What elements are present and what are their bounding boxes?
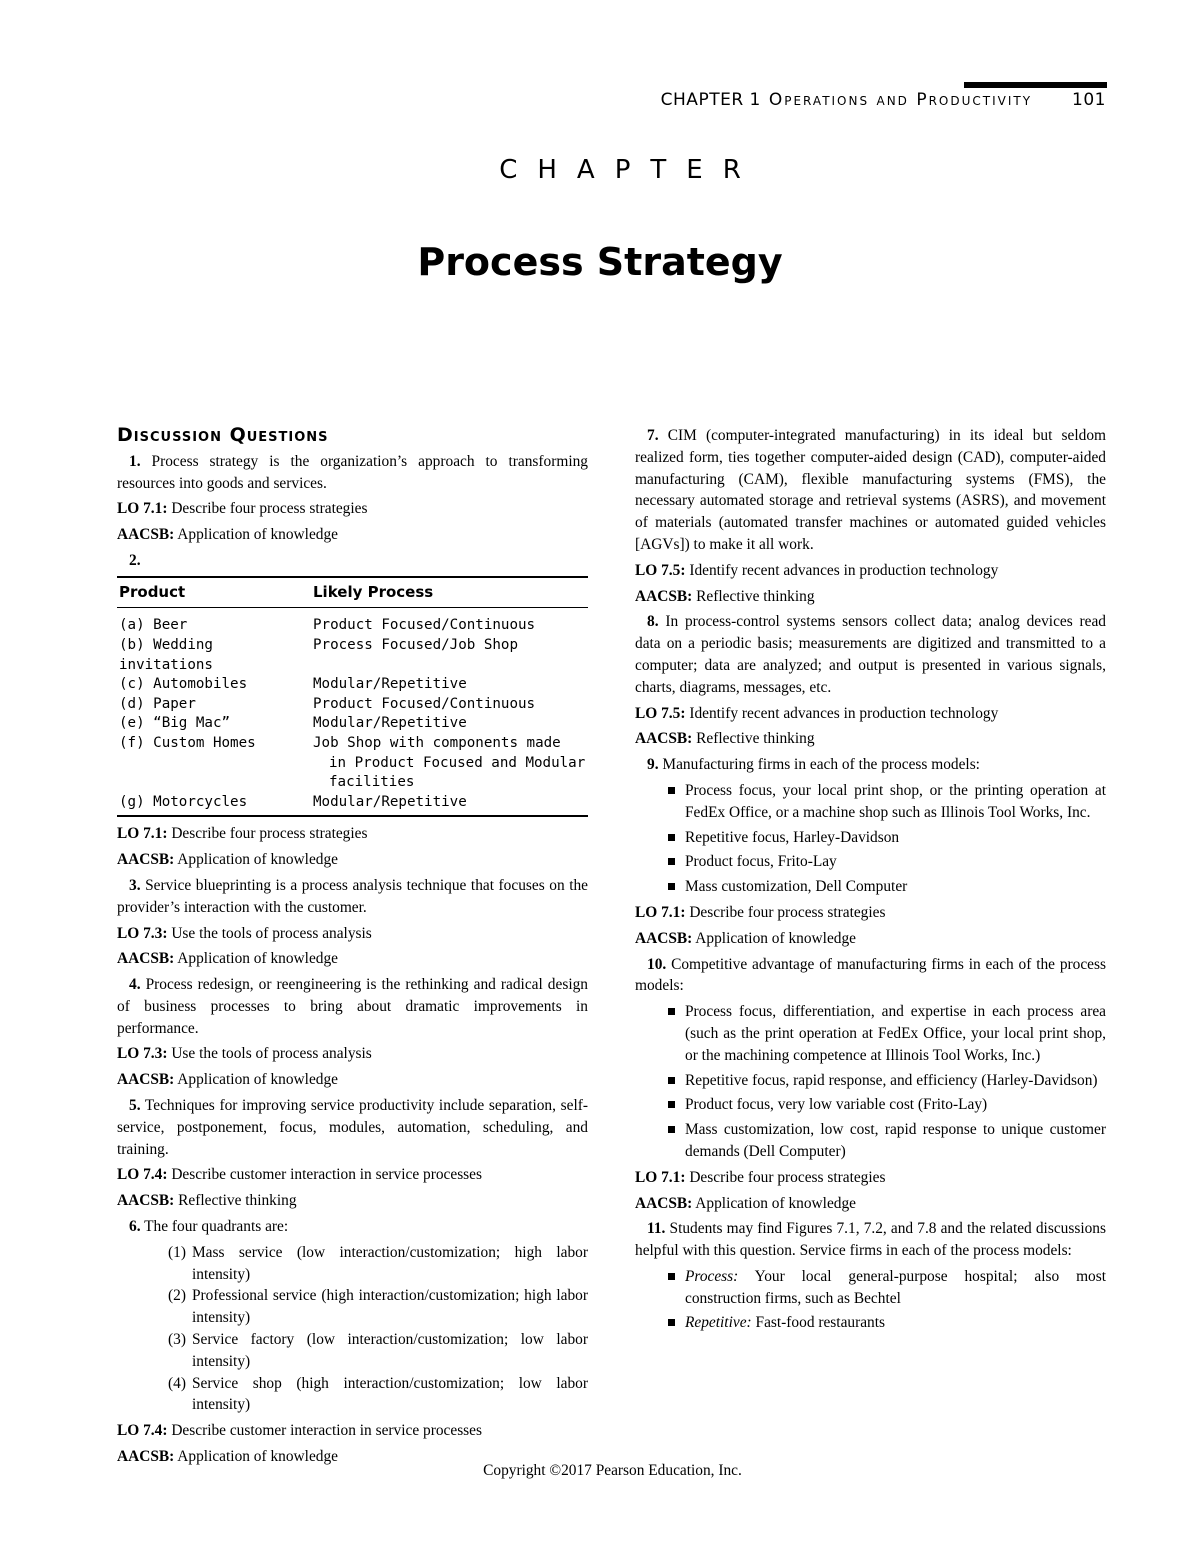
product-cell: (f) Custom Homes [119, 734, 256, 751]
bullet-list [635, 1266, 1106, 1334]
table-row [117, 608, 588, 636]
bullet-text: Process focus, differentiation, and expertise in each process area (such as the print operation at FedEx Office, your local print shop, or the machining competence at Illinois Tool Works, Inc.) [685, 1003, 1106, 1064]
lo-label: LO 7.3: [117, 1045, 168, 1063]
question-6 [117, 1216, 588, 1238]
list-item [635, 780, 1106, 824]
aacsb-text: Application of knowledge [177, 950, 339, 968]
list-item [635, 1312, 1106, 1334]
aacsb-label: AACSB: [635, 730, 693, 748]
question-2 [117, 550, 588, 572]
aacsb-text: Application of knowledge [177, 1448, 339, 1466]
square-bullet-icon [668, 883, 675, 890]
bullet-label: Process: [685, 1267, 739, 1285]
lo-text: Describe four process strategies [689, 903, 886, 921]
process-text: Product Focused/Continuous [313, 695, 536, 712]
process-text: Modular/Repetitive [313, 676, 467, 693]
square-bullet-icon [668, 1077, 675, 1084]
aacsb-tag [117, 1069, 588, 1091]
aacsb-label: AACSB: [635, 587, 693, 605]
left-column [117, 425, 588, 1472]
lo-label: LO 7.1: [635, 903, 686, 921]
process-cell [311, 714, 588, 734]
learning-objective [117, 1420, 588, 1442]
aacsb-text: Application of knowledge [177, 1071, 339, 1089]
bullet-label: Repetitive: [685, 1314, 752, 1332]
question-7 [635, 425, 1106, 556]
list-item [117, 1329, 588, 1373]
lo-label: LO 7.5: [635, 704, 686, 722]
bullet-list [635, 1001, 1106, 1163]
list-item [635, 1001, 1106, 1066]
learning-objective [117, 1164, 588, 1186]
lo-label: LO 7.1: [635, 1168, 686, 1186]
product-cell: (d) Paper [119, 695, 196, 712]
lo-label: LO 7.1: [117, 825, 168, 843]
item-number: (3) [168, 1331, 186, 1349]
square-bullet-icon [668, 1101, 675, 1108]
bullet-text: Repetitive focus, Harley-Davidson [685, 828, 900, 846]
table-row [117, 714, 588, 734]
list-item [635, 876, 1106, 898]
question-number: 3. [129, 876, 141, 894]
lo-label: LO 7.4: [117, 1166, 168, 1184]
item-text: Service factory (low interaction/customization; low labor intensity) [192, 1331, 588, 1370]
learning-objective [635, 1167, 1106, 1189]
table-row [117, 793, 588, 817]
table-header-product: Product [117, 577, 311, 608]
question-10 [635, 954, 1106, 998]
chapter-word: CHAPTER [499, 155, 761, 185]
lo-label: LO 7.5: [635, 561, 686, 579]
item-text: Service shop (high interaction/customization; low labor intensity) [192, 1374, 588, 1414]
learning-objective [635, 902, 1106, 924]
aacsb-text: Application of knowledge [177, 526, 339, 544]
lo-text: Describe customer interaction in service processes [171, 1422, 482, 1440]
answer-text: CIM (computer-integrated manufacturing) in its ideal but seldom realized form, ties together computer-aided design (CAD), computer-aided manufacturing (CAM), flexible manufacturing systems (FMS), the necessary automated storage and retrieval systems (ASRS), and movement of materials (automated transfer machines or automated guided vehicles [AGVs]) to make it all work. [635, 427, 1106, 553]
answer-text: Manufacturing firms in each of the process models: [662, 756, 980, 774]
answer-text: Students may find Figures 7.1, 7.2, and 7.8 and the related discussions helpful with this question. Service firms in each of the process models: [635, 1220, 1106, 1260]
aacsb-text: Application of knowledge [177, 851, 339, 869]
learning-objective [635, 703, 1106, 725]
aacsb-label: AACSB: [635, 1194, 693, 1212]
item-text: Mass service (low interaction/customization; high labor intensity) [192, 1243, 588, 1283]
chapter-label: CHAPTER 1 [660, 90, 761, 110]
square-bullet-icon [668, 1273, 675, 1280]
learning-objective [117, 923, 588, 945]
answer-text: Competitive advantage of manufacturing firms in each of the process models: [635, 955, 1106, 995]
bullet-text: Fast-food restaurants [755, 1314, 886, 1332]
list-item [635, 1119, 1106, 1163]
list-item [117, 1242, 588, 1286]
product-cell: (b) Wedding invitations [119, 636, 213, 673]
product-cell: (e) “Big Mac” [119, 715, 231, 732]
lo-label: LO 7.4: [117, 1422, 168, 1440]
aacsb-label: AACSB: [117, 950, 175, 968]
bullet-text: Your local general-purpose hospital; also most construction firms, such as Bechtel [685, 1267, 1107, 1307]
square-bullet-icon [668, 787, 675, 794]
square-bullet-icon [668, 1008, 675, 1015]
right-column [635, 425, 1106, 1338]
process-cell [311, 608, 588, 636]
bullet-text: Mass customization, Dell Computer [685, 878, 908, 896]
bullet-text: Mass customization, low cost, rapid response to unique customer demands (Dell Computer) [685, 1121, 1106, 1160]
copyright-footer: Copyright ©2017 Pearson Education, Inc. [483, 1462, 742, 1479]
question-number: 10. [647, 955, 667, 973]
question-1 [117, 451, 588, 495]
section-heading: Discussion Questions [117, 424, 329, 446]
question-8 [635, 611, 1106, 698]
process-text: Product Focused/Continuous [313, 617, 536, 634]
lo-text: Identify recent advances in production technology [689, 561, 999, 579]
process-text: Modular/Repetitive [313, 715, 467, 732]
running-head [661, 90, 1106, 110]
learning-objective [117, 823, 588, 845]
question-number: 1. [129, 452, 141, 470]
product-cell: (c) Automobiles [119, 676, 248, 693]
question-9 [635, 754, 1106, 776]
product-cell: (g) Motorcycles [117, 793, 311, 817]
chapter-title: Process Strategy [417, 240, 783, 284]
process-text: Job Shop with components made [313, 734, 561, 751]
question-4 [117, 974, 588, 1039]
question-number: 11. [647, 1220, 666, 1238]
list-item [635, 851, 1106, 873]
table-row [117, 695, 588, 715]
answer-text: In process-control systems sensors collect data; analog devices read data on a periodic basis; measurements are digitized and transmitted to a computer; data are analyzed; and output is presented in various signals, charts, diagrams, messages, etc. [635, 613, 1106, 696]
list-item [635, 827, 1106, 849]
bullet-text: Product focus, very low variable cost (Frito-Lay) [685, 1096, 988, 1114]
list-item [117, 1285, 588, 1329]
list-item [635, 1070, 1106, 1092]
answer-text: Process strategy is the organization’s approach to transforming resources into goods and services. [117, 452, 588, 492]
process-text-continued: in Product Focused and Modular facilities [329, 754, 586, 791]
answer-text: Process redesign, or reengineering is the rethinking and radical design of business processes to bring about dramatic improvements in performance. [117, 976, 588, 1037]
aacsb-text: Reflective thinking [178, 1192, 297, 1210]
lo-text: Use the tools of process analysis [171, 924, 372, 942]
process-cell [311, 675, 588, 695]
quadrant-list [117, 1242, 588, 1416]
question-number: 7. [647, 427, 659, 444]
aacsb-label: AACSB: [117, 1071, 175, 1089]
item-number: (2) [168, 1287, 186, 1305]
aacsb-tag [117, 849, 588, 871]
bullet-text: Repetitive focus, rapid response, and efficiency (Harley-Davidson) [685, 1071, 1098, 1089]
aacsb-text: Application of knowledge [695, 1194, 857, 1212]
learning-objective [117, 498, 588, 520]
list-item [635, 1094, 1106, 1116]
list-item [117, 1373, 588, 1417]
lo-text: Use the tools of process analysis [171, 1045, 372, 1063]
learning-objective [635, 560, 1106, 582]
header-rule [964, 82, 1107, 88]
bullet-list [635, 780, 1106, 898]
question-number: 9. [647, 756, 659, 774]
aacsb-text: Reflective thinking [696, 587, 815, 605]
aacsb-text: Reflective thinking [696, 730, 815, 748]
item-number: (4) [168, 1374, 186, 1392]
lo-text: Describe four process strategies [171, 500, 368, 518]
bullet-text: Product focus, Frito-Lay [685, 853, 837, 871]
aacsb-label: AACSB: [635, 929, 693, 947]
question-number: 5. [129, 1097, 141, 1115]
lo-text: Identify recent advances in production technology [689, 704, 999, 722]
aacsb-tag [117, 948, 588, 970]
question-3 [117, 875, 588, 919]
process-cell [311, 793, 588, 817]
table-row [117, 675, 588, 695]
square-bullet-icon [668, 1319, 675, 1326]
lo-label: LO 7.1: [117, 500, 168, 518]
aacsb-text: Application of knowledge [695, 929, 857, 947]
table-body [117, 608, 588, 816]
question-number: 8. [647, 613, 659, 631]
square-bullet-icon [668, 858, 675, 865]
learning-objective [117, 1043, 588, 1065]
list-item [635, 1266, 1106, 1310]
process-cell [311, 734, 588, 793]
aacsb-tag [635, 1193, 1106, 1215]
item-number: (1) [168, 1243, 186, 1261]
process-text: Modular/Repetitive [313, 793, 467, 810]
question-number: 4. [129, 976, 141, 994]
question-11 [635, 1218, 1106, 1262]
answer-text: Service blueprinting is a process analysis technique that focuses on the provider’s interaction with the customer. [117, 876, 588, 916]
process-cell [311, 695, 588, 715]
table-row [117, 636, 588, 675]
table-row [117, 734, 588, 793]
question-5 [117, 1095, 588, 1160]
square-bullet-icon [668, 834, 675, 841]
lo-text: Describe four process strategies [171, 825, 368, 843]
aacsb-tag [117, 1190, 588, 1212]
aacsb-label: AACSB: [117, 1448, 175, 1466]
product-cell: (a) Beer [119, 617, 188, 634]
table-header-process: Likely Process [311, 577, 588, 608]
square-bullet-icon [668, 1126, 675, 1133]
aacsb-tag [635, 928, 1106, 950]
process-cell [311, 636, 588, 675]
answer-text: Techniques for improving service productivity include separation, self-service, postponement, focus, modules, automation, scheduling, and training. [117, 1097, 588, 1158]
aacsb-label: AACSB: [117, 526, 175, 544]
item-text: Professional service (high interaction/customization; high labor intensity) [192, 1287, 588, 1327]
lo-text: Describe four process strategies [689, 1168, 886, 1186]
chapter-name: Operations and Productivity [768, 90, 1033, 110]
aacsb-tag [635, 728, 1106, 750]
process-text: Process Focused/Job Shop [313, 636, 518, 653]
aacsb-label: AACSB: [117, 851, 175, 869]
question-number: 2. [129, 551, 141, 569]
answer-text: The four quadrants are: [144, 1218, 289, 1236]
aacsb-tag [635, 586, 1106, 608]
lo-text: Describe customer interaction in service processes [171, 1166, 482, 1184]
lo-label: LO 7.3: [117, 924, 168, 942]
bullet-text: Process focus, your local print shop, or the printing operation at FedEx Office, or a machine shop such as Illinois Tool Works, Inc. [685, 781, 1106, 821]
aacsb-label: AACSB: [117, 1192, 175, 1210]
product-process-table [117, 576, 588, 818]
question-number: 6. [129, 1218, 141, 1236]
aacsb-tag [117, 524, 588, 546]
page-number: 101 [1072, 90, 1106, 110]
